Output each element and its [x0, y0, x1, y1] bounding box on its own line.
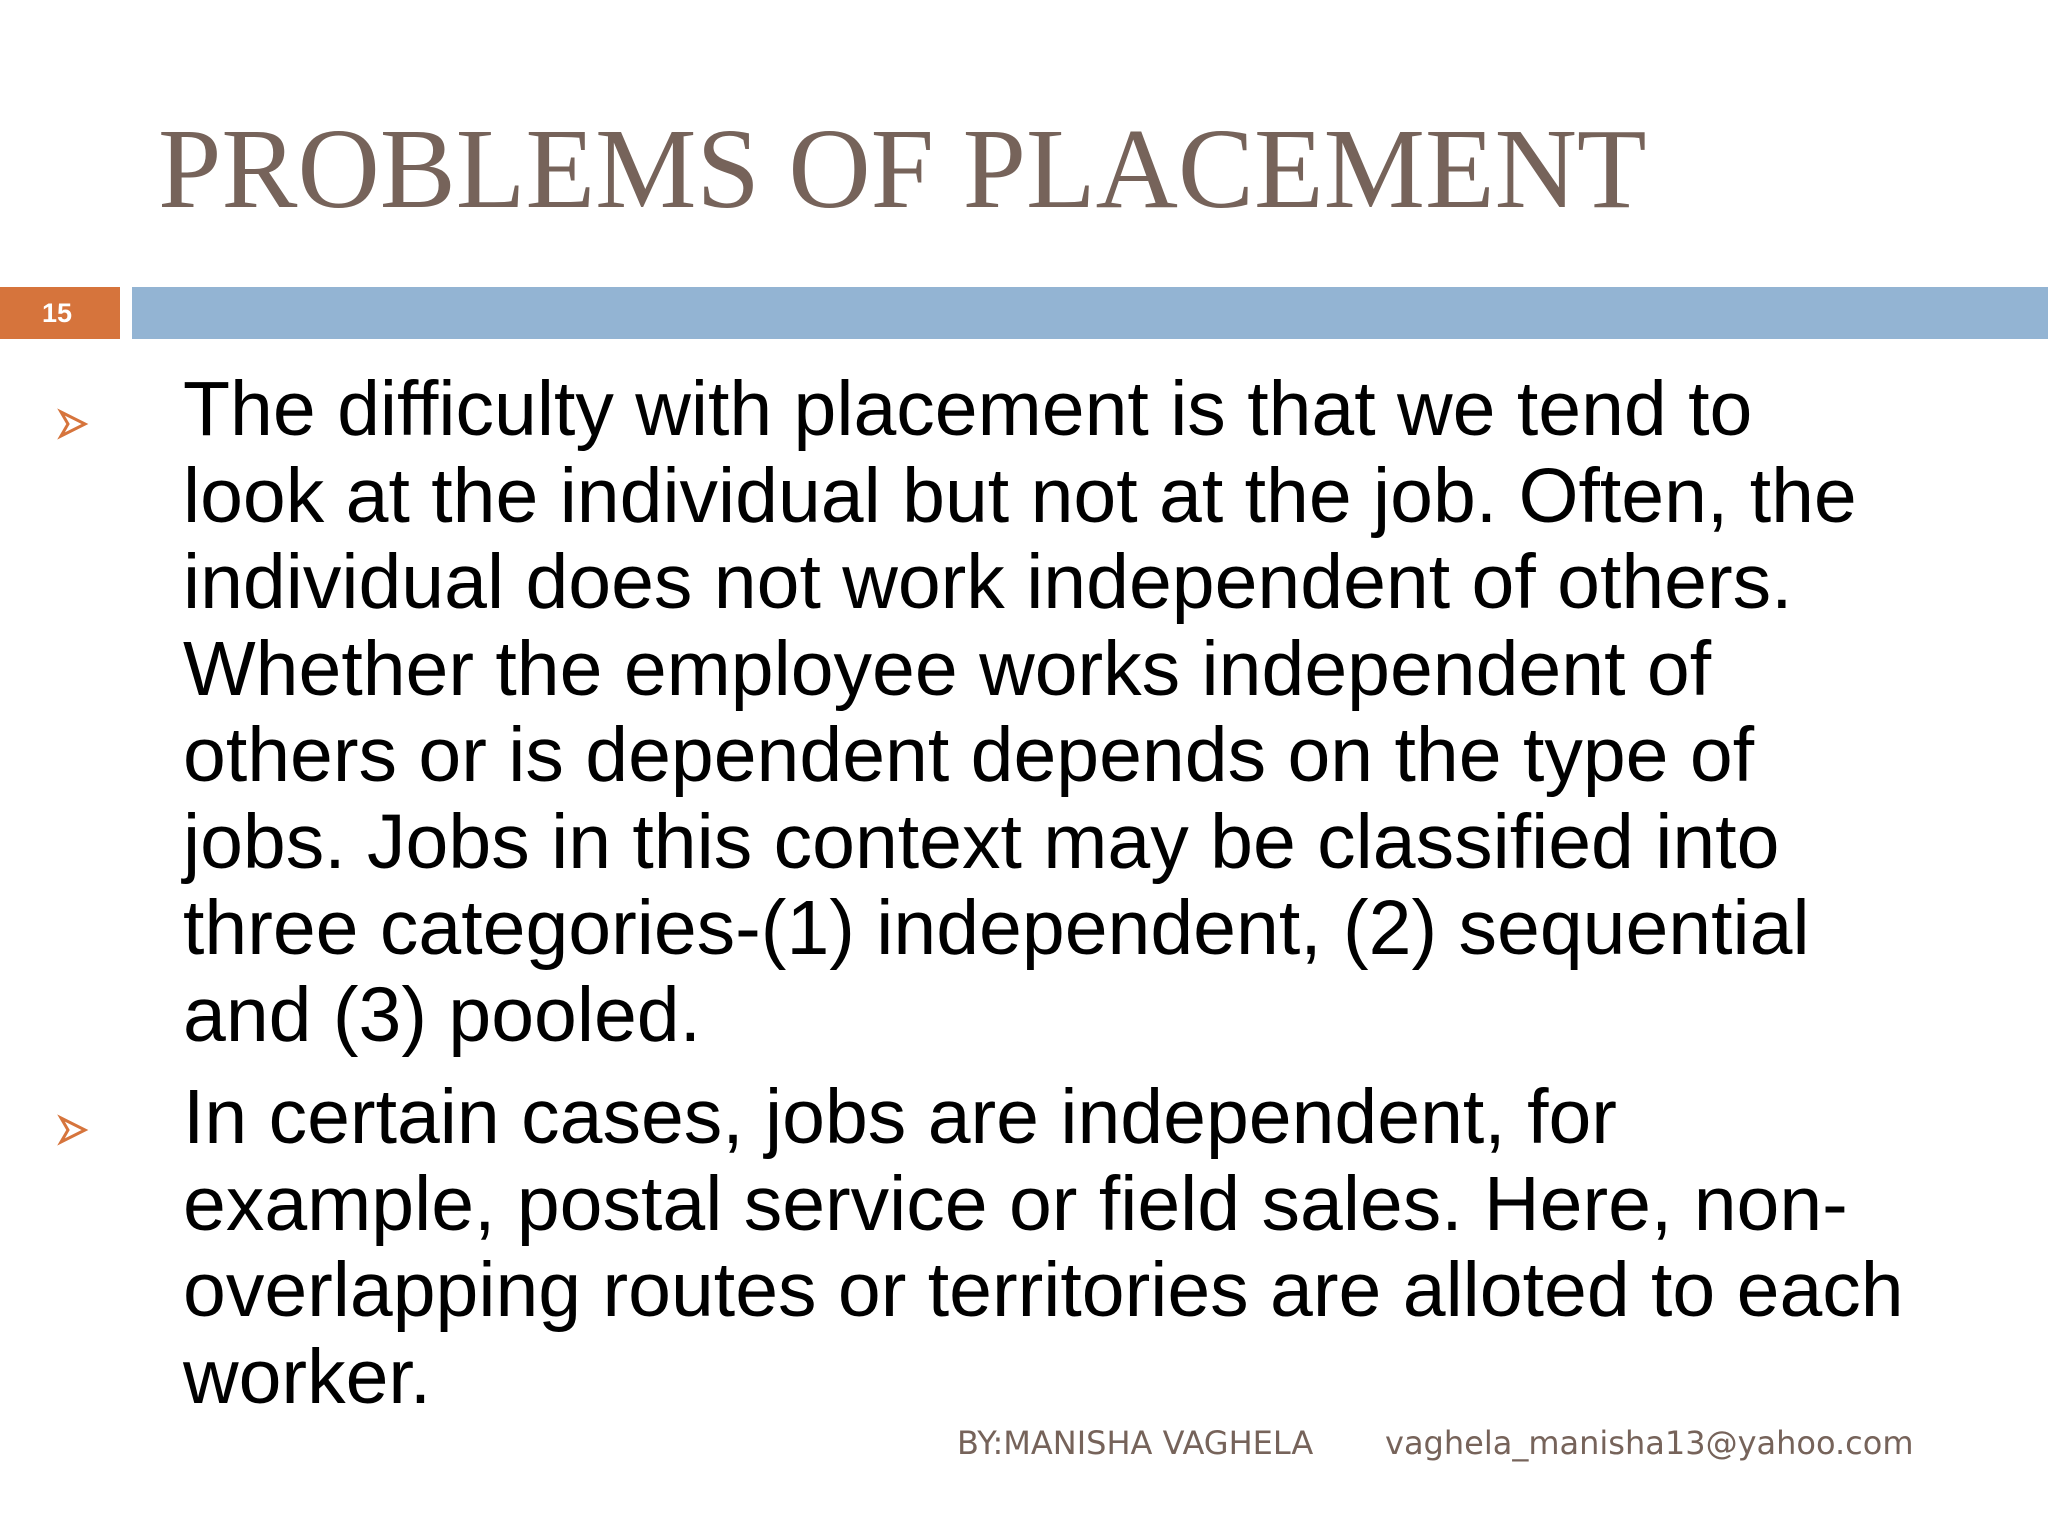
paragraph-line: overlapping routes or territories are alloted to each — [183, 1247, 1904, 1333]
paragraph-line: The difficulty with placement is that we tend to — [183, 366, 1753, 452]
bullet-paragraph-2 — [183, 1074, 2003, 1420]
footer-email: vaghela_manisha13@yahoo.com — [1385, 1424, 1914, 1462]
paragraph-line: Whether the employee works independent of — [183, 625, 1712, 712]
footer-author: BY:MANISHA VAGHELA — [957, 1424, 1314, 1462]
arrow-bullet-icon — [56, 407, 90, 441]
paragraph-line: individual does not work independent of others. — [183, 539, 1793, 625]
paragraph-line: look at the individual but not at the job. Often, the — [183, 452, 1857, 539]
paragraph-line: worker. — [183, 1333, 432, 1420]
paragraph-line: others or is dependent depends on the type of — [183, 712, 1755, 798]
slide-number: 15 — [0, 287, 120, 339]
arrow-bullet-icon — [56, 1113, 90, 1147]
header-band — [132, 287, 2048, 339]
paragraph-line: and (3) pooled. — [183, 971, 701, 1058]
slide-title: PROBLEMS OF PLACEMENT — [158, 105, 1647, 232]
paragraph-line: jobs. Jobs in this context may be classified into — [183, 798, 1780, 885]
paragraph-line: In certain cases, jobs are independent, for — [183, 1074, 1617, 1160]
paragraph-line: example, postal service or field sales. Here, non- — [183, 1160, 1848, 1247]
paragraph-line: three categories-(1) independent, (2) sequential — [183, 885, 1810, 971]
bullet-paragraph-1 — [183, 366, 2003, 1058]
